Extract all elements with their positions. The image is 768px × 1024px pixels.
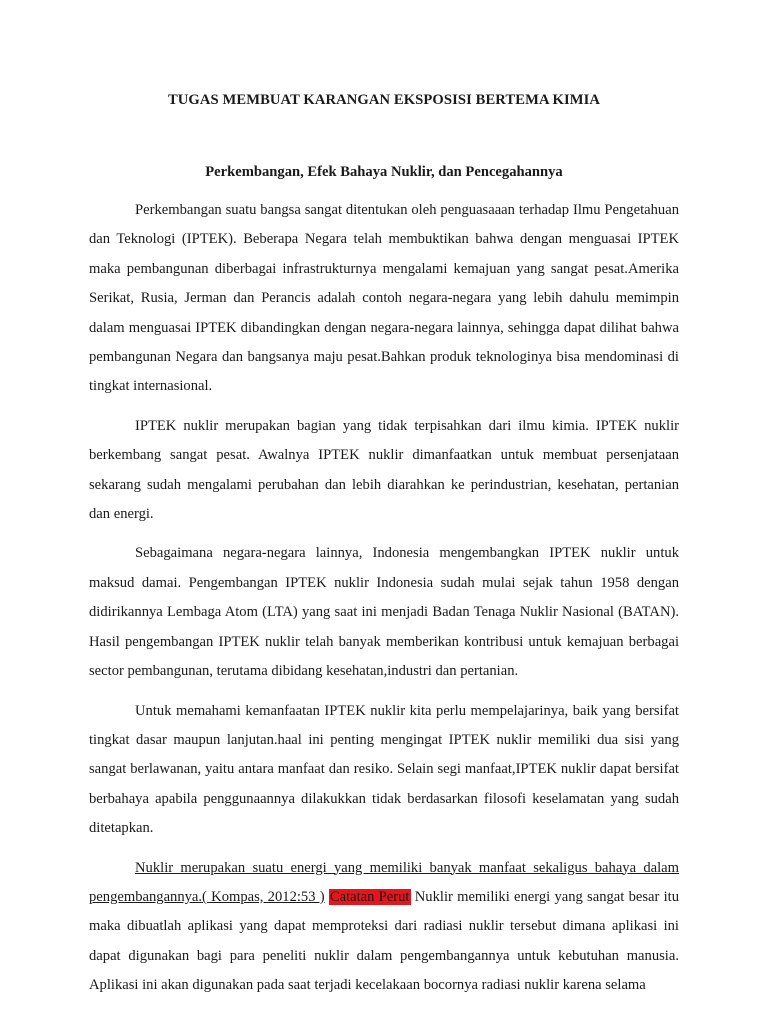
highlighted-note: Catatan Perut — [329, 888, 410, 905]
document-subtitle: Perkembangan, Efek Bahaya Nuklir, dan Pencegahannya — [205, 164, 563, 180]
document-body — [89, 196, 679, 1011]
paragraph-2: IPTEK nuklir merupakan bagian yang tidak terpisahkan dari ilmu kimia. IPTEK nuklir berkembang sangat pesat. Awalnya IPTEK nuklir dimanfaatkan untuk membuat persenjataan sekarang sudah mengalami perubahan dan lebih diarahkan ke perindustrian, kesehatan, pertanian dan energi. — [89, 417, 679, 523]
document-title: TUGAS MEMBUAT KARANGAN EKSPOSISI BERTEMA KIMIA — [167, 92, 601, 108]
paragraph-5 — [89, 854, 679, 1001]
citation-underlined-text: Nuklir merupakan suatu energi yang memiliki banyak manfaat sekaligus bahaya dalam pengembangannya.( Kompas, 2012:53 ) — [89, 859, 679, 905]
paragraph-1: Perkembangan suatu bangsa sangat ditentukan oleh penguasaaan terhadap Ilmu Pengetahuan dan Teknologi (IPTEK). Beberapa Negara telah membuktikan bahwa dengan menguasai IPTEK maka pembangunan diberbagai infrastrukturnya mengalami kemajuan yang sangat pesat.Amerika Serikat, Rusia, Jerman dan Perancis adalah contoh negara-negara yang lebih dahulu memimpin dalam menguasai IPTEK dibandingkan dengan negara-negara lainnya, sehingga dapat dilihat bahwa pembangunan Negara dan bangsanya maju pesat.Bahkan produk teknologinya bisa mendominasi di tingkat internasional. — [89, 202, 679, 395]
paragraph-4: Untuk memahami kemanfaatan IPTEK nuklir kita perlu mempelajarinya, baik yang bersifat tingkat dasar maupun lanjutan.haal ini penting mengingat IPTEK nuklir memiliki dua sisi yang sangat berlawanan, yaitu antara manfaat dan resiko. Selain segi manfaat,IPTEK nuklir dapat bersifat berbahaya apabila penggunaannya dilakukkan tidak berdasarkan filosofi keselamatan yang sudah ditetapkan. — [89, 702, 679, 837]
paragraph-3: Sebagaimana negara-negara lainnya, Indonesia mengembangkan IPTEK nuklir untuk maksud damai. Pengembangan IPTEK nuklir Indonesia sudah mulai sejak tahun 1958 dengan didirikannya Lembaga Atom (LTA) yang saat ini menjadi Badan Tenaga Nuklir Nasional (BATAN). Hasil pengembangan IPTEK nuklir telah banyak memberikan kontribusi untuk kemajuan berbagai sector pembangunan, terutama dibidang kesehatan,industri dan pertanian. — [89, 545, 679, 680]
paragraph-5-rest: Nuklir memiliki energi yang sangat besar itu maka dibuatlah aplikasi yang dapat memproteksi dari radiasi nuklir tersebut dimana aplikasi ini dapat digunakan bagi para peneliti nuklir dalam pengembangannya untuk kebutuhan manusia. Aplikasi ini akan digunakan pada saat terjadi kecelakaan bocornya radiasi nuklir karena selama — [89, 888, 680, 994]
